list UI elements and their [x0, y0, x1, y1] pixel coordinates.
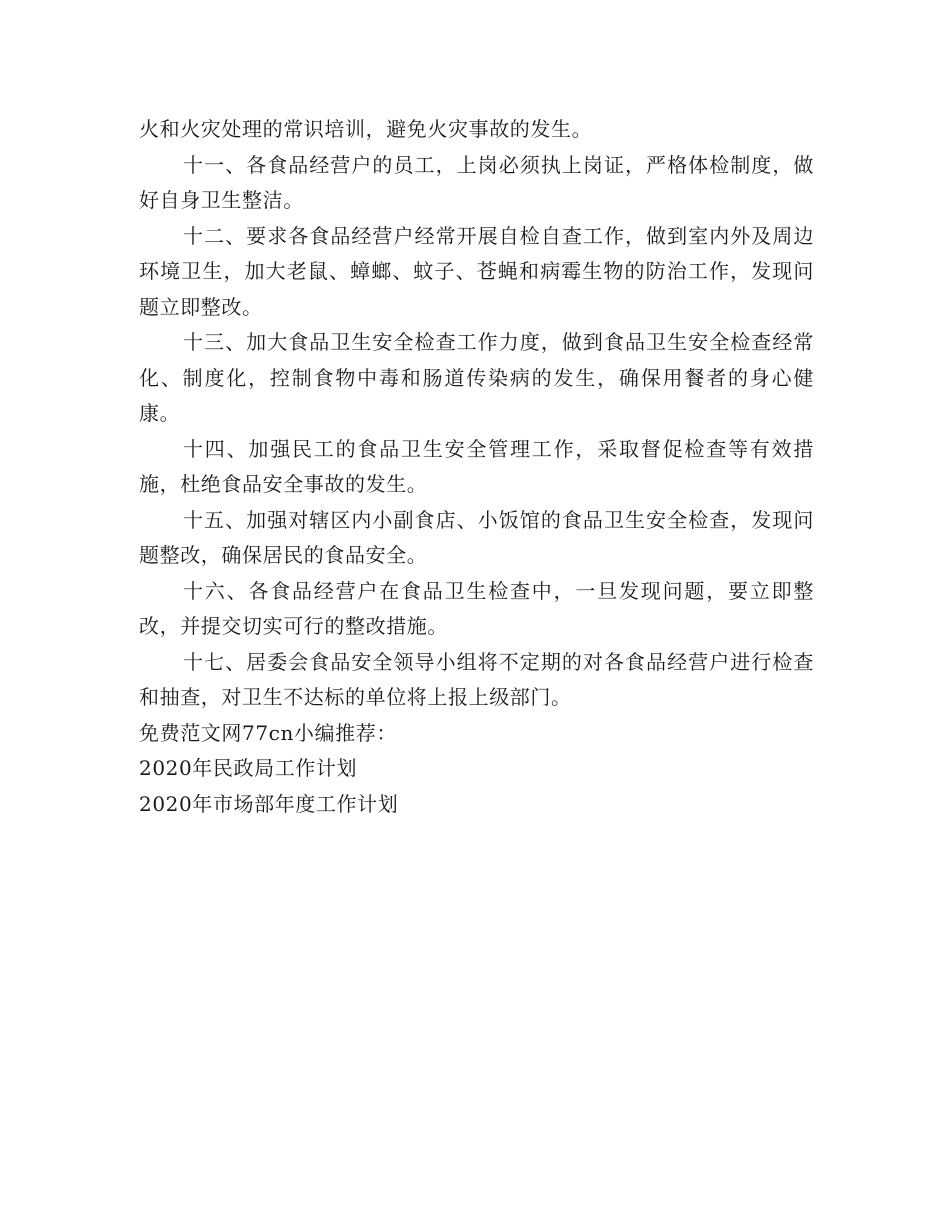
document-body [139, 112, 814, 822]
paragraph-item-13: 十三、加大食品卫生安全检查工作力度，做到食品卫生安全检查经常化、制度化，控制食物中毒和肠道传染病的发生，确保用餐者的身心健康。 [139, 330, 814, 425]
paragraph-item-11: 十一、各食品经营户的员工，上岗必须执上岗证，严格体检制度，做好自身卫生整洁。 [139, 152, 814, 212]
paragraph-item-17: 十七、居委会食品安全领导小组将不定期的对各食品经营户进行检查和抽查，对卫生不达标的单位将上报上级部门。 [139, 649, 814, 709]
paragraph-item-16: 十六、各食品经营户在食品卫生检查中，一旦发现问题，要立即整改，并提交切实可行的整改措施。 [139, 578, 814, 638]
paragraph-item-15: 十五、加强对辖区内小副食店、小饭馆的食品卫生安全检查，发现问题整改，确保居民的食品安全。 [139, 507, 814, 567]
paragraph-item-14: 十四、加强民工的食品卫生安全管理工作，采取督促检查等有效措施，杜绝食品安全事故的发生。 [139, 436, 814, 496]
recommend-link-1[interactable]: 2020年民政局工作计划 [139, 756, 358, 780]
paragraph-continuation: 火和火灾处理的常识培训，避免火灾事故的发生。 [139, 117, 593, 141]
recommend-link-2[interactable]: 2020年市场部年度工作计划 [139, 791, 399, 816]
recommend-label: 免费范文网77cn小编推荐： [139, 720, 397, 745]
paragraph-item-12: 十二、要求各食品经营户经常开展自检自查工作，做到室内外及周边环境卫生，加大老鼠、蟑螂、蚊子、苍蝇和病霉生物的防治工作，发现问题立即整改。 [139, 223, 814, 319]
